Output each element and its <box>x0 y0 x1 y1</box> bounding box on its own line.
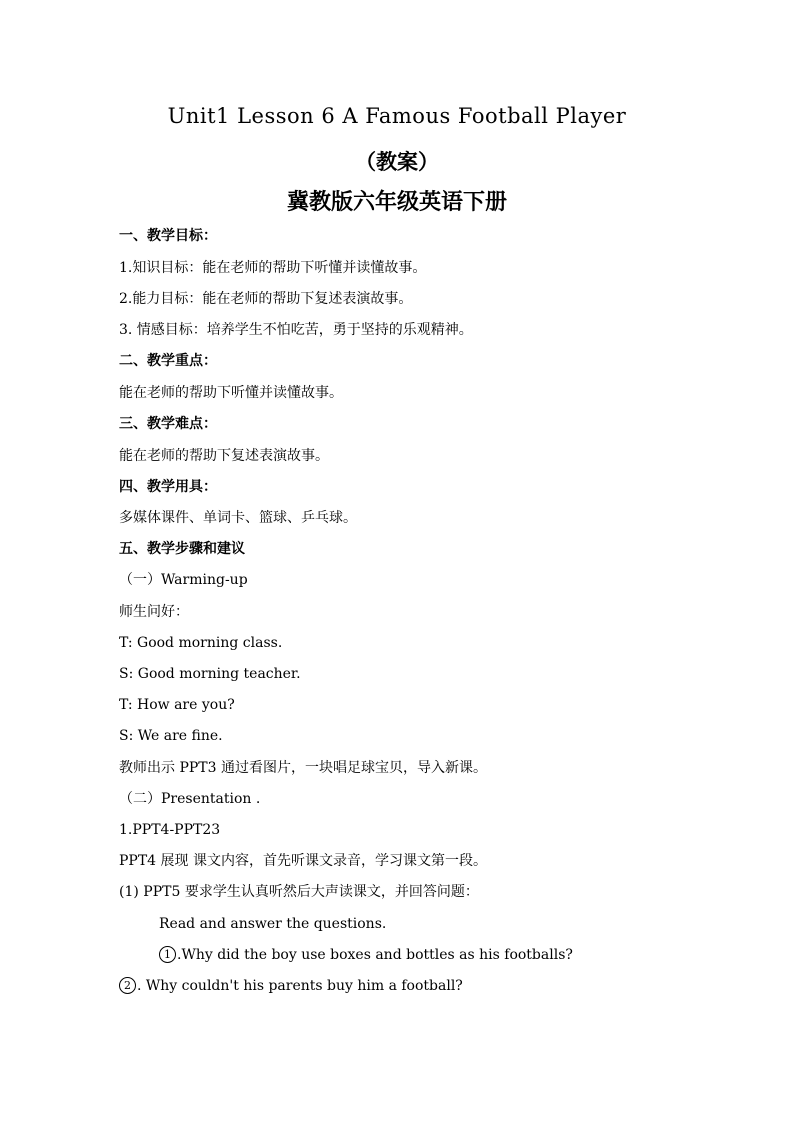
document-title-english: Unit1 Lesson 6 A Famous Football Player <box>167 104 627 128</box>
document-subtitle: （教案） <box>355 149 439 174</box>
read-and-answer: Read and answer the questions. <box>159 916 387 932</box>
dialog-line-1: T: Good morning class. <box>119 635 283 651</box>
intro-ppt3: 教师出示 PPT3 通过看图片，一块唱足球宝贝，导入新课。 <box>119 760 487 776</box>
objective-emotion: 3. 情感目标：培养学生不怕吃苦，勇于坚持的乐观精神。 <box>119 322 473 338</box>
difficulties-text: 能在老师的帮助下复述表演故事。 <box>119 448 329 464</box>
dialog-line-4: S: We are fine. <box>119 728 223 744</box>
objective-ability: 2.能力目标：能在老师的帮助下复述表演故事。 <box>119 291 413 307</box>
section-heading-objectives: 一、教学目标： <box>119 228 217 244</box>
circled-number-1: 1 <box>159 946 176 963</box>
section-heading-difficulties: 三、教学难点： <box>119 416 217 432</box>
question-2 <box>119 976 463 996</box>
step-presentation-heading: （二）Presentation . <box>119 791 261 807</box>
section-heading-steps: 五、教学步骤和建议 <box>119 541 245 557</box>
section-heading-teaching-aids: 四、教学用具： <box>119 479 217 495</box>
question-2-text: . Why couldn't his parents buy him a football? <box>137 978 463 994</box>
ppt4-description: PPT4 展现 课文内容，首先听课文录音，学习课文第一段。 <box>119 853 487 869</box>
step-warming-up-heading: （一）Warming-up <box>119 572 248 588</box>
document-title-chinese: 冀教版六年级英语下册 <box>286 189 507 215</box>
dialog-line-2: S: Good morning teacher. <box>119 666 301 682</box>
ppt5-description: (1) PPT5 要求学生认真听然后大声读课文，并回答问题： <box>119 884 479 900</box>
teaching-aids-text: 多媒体课件、单词卡、篮球、乒乓球。 <box>119 510 357 526</box>
section-heading-key-points: 二、教学重点： <box>119 353 217 369</box>
key-points-text: 能在老师的帮助下听懂并读懂故事。 <box>119 385 343 401</box>
greeting-intro: 师生问好： <box>119 604 189 620</box>
objective-knowledge: 1.知识目标：能在老师的帮助下听懂并读懂故事。 <box>119 260 427 276</box>
question-1 <box>159 945 573 965</box>
circled-number-2: 2 <box>119 977 136 994</box>
ppt-range: 1.PPT4-PPT23 <box>119 822 221 838</box>
dialog-line-3: T: How are you? <box>119 697 235 713</box>
question-1-text: .Why did the boy use boxes and bottles as his footballs? <box>177 947 573 963</box>
